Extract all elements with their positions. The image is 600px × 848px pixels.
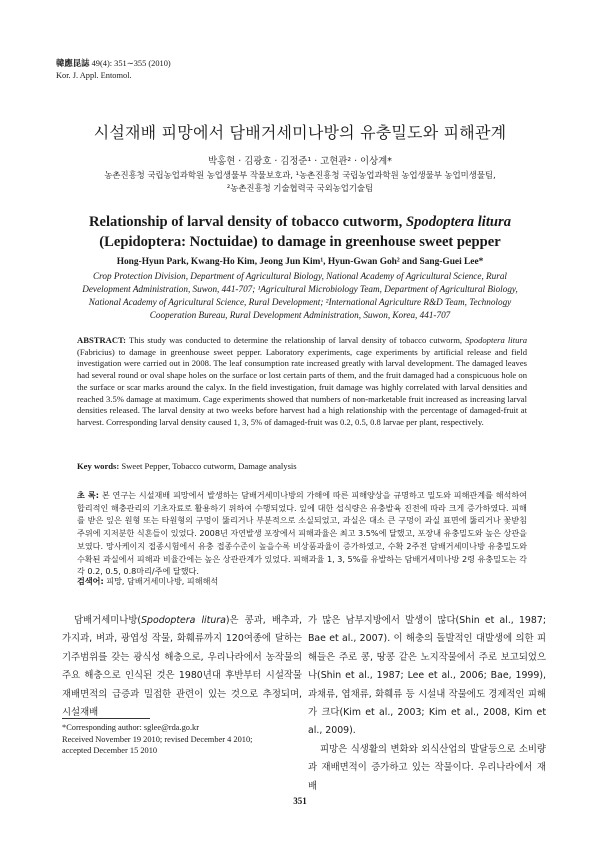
affiliations-english [55, 270, 545, 322]
body-paragraph: 피망은 식생활의 변화와 외식산업의 발달등으로 소비량과 재배면적이 증가하고 있는 작물이다. 우리나라에서 재배 [308, 743, 546, 792]
affiliation-english-line: Crop Protection Division, Department of Agricultural Biology, National Academy of Agricultural Science, Rural [93, 271, 507, 281]
keywords [77, 461, 527, 471]
authors-korean: 박홍현 · 김광호 · 김정준¹ · 고현관² · 이상계* [208, 156, 392, 167]
affiliation-korean-line: 농촌진흥청 국립농업과학원 농업생물부 작물보호과, ¹농촌진흥청 국립농업과학원 농업생물부 농업미생물팀, [104, 170, 496, 180]
keywords-label: Key words: [77, 461, 120, 471]
accepted-date: accepted December 15 2010 [62, 746, 158, 755]
body-column-right [308, 612, 546, 796]
abstract-text-2: (Fabricius) to damage in greenhouse sweet pepper. Laboratory experiments, cage experiments by artificial release and field investigation were carried out in 2008. The leaf consumption rate increased greatly with larval development. The damaged leaves had several round or oval shape holes on the surface or lost certain parts of them, and the fruit damaged had a conspicuous hole on the surface or scar marks around the calyx. In the field investigation, fruit damage was highly correlated with larval densities and reached 3.5% damage at maximum. Cage experiments showed that numbers of non-marketable fruit increased as increasing larval densities released. The larval density at two weeks before harvest had a high relationship with the percentage of damaged-fruit at harvest. Corresponding larval density caused 1, 3, 5% of damaged-fruit was 0.2, 0.5, 0.8 larvae per plant, respectively. [77, 346, 527, 427]
abstract-label: ABSTRACT: [77, 335, 127, 345]
abstract-text-1: This study was conducted to determine the relationship of larval density of tobacco cutworm, [126, 335, 466, 345]
title-english-species: Spodoptera litura [405, 214, 511, 230]
body-paragraph [62, 612, 302, 722]
keywords-text: Sweet Pepper, Tobacco cutworm, Damage analysis [119, 461, 297, 471]
abstract [77, 335, 527, 429]
summary-korean-label: 초 록: [77, 490, 99, 500]
corresponding-author: *Corresponding author: sglee@rda.go.kr [62, 723, 200, 732]
summary-korean [77, 489, 527, 578]
page-number: 351 [293, 796, 307, 806]
keywords-korean [77, 576, 527, 587]
abstract-species: Spodoptera litura [465, 335, 528, 345]
affiliation-english-line: Development Administration, Suwon, 441-707; ¹Agricultural Microbiology Team, Department of Agricultural Biology, [82, 284, 518, 294]
body-column-left [62, 612, 302, 722]
journal-name-korean: 韓應昆誌 [56, 59, 90, 68]
keywords-korean-text: 피망, 담배거세미나방, 피해해석 [103, 576, 219, 586]
title-english-part1: Relationship of larval density of tobacco cutworm, [88, 214, 406, 230]
footnote-divider [62, 718, 150, 719]
received-revised-dates: Received November 19 2010; revised December 4 2010; [62, 734, 253, 744]
journal-name-english: Kor. J. Appl. Entomol. [56, 71, 132, 80]
affiliation-korean-line: ²농촌진흥청 기술협력국 국외농업기술팀 [226, 183, 374, 193]
body-text: 담배거세미나방( [74, 615, 142, 626]
title-english-part2: (Lepidoptera: Noctuidae) to damage in greenhouse sweet pepper [99, 234, 501, 250]
affiliation-english-line: National Academy of Agricultural Science, Rural Development; ²International Agriculture R&D Team, Technology [88, 297, 512, 307]
journal-citation-line1 [56, 58, 171, 70]
journal-citation [56, 58, 171, 82]
summary-korean-text: 본 연구는 시설재배 피망에서 발생하는 담배거세미나방의 가해에 따른 피해양상을 규명하고 밀도와 피해관계를 해석하여 합리적인 해충관리의 기초자료로 활용하기 위하여 수행되었다. 잎에 대한 섭식량은 유충발육 진전에 따라 크게 증가하였다. 피해를 받은 잎은 원형 또는 타원형의 구멍이 뚫리거나 부분적으로 소실되었고, 과실은 대소 큰 구멍이 과실 표면에 뚫리거나 꽃받침 주위에 지저분한 식흔들이 있었다. 2008년 자연발생 포장에서 피해과율은 최고 3.5%에 달했고, 포장내 유충밀도와 높은 상관을 보였다. 망사케이지 접종시험에서 유충 접종수준이 높을수록 비상품과율이 증가하였고, 수확 2주전 담배거세미나방 유충밀도와 수확된 과실에서 피해과 비율간에는 높은 상관관계가 있었다. 피해과율 1, 3, 5%를 유발하는 담배거세미나방 2령 유충밀도는 각각 0.2, 0.5, 0.8마리/주에 달했다. [77, 490, 527, 577]
journal-volume-pages: 49(4): 351∼355 (2010) [89, 59, 171, 68]
affiliations-korean [60, 169, 540, 195]
body-species: Spodoptera litura [141, 615, 226, 626]
keywords-korean-label: 검색어: [77, 576, 104, 586]
affiliation-english-line: Cooperation Bureau, Rural Development Administration, Suwon, Korea, 441-707 [149, 310, 451, 320]
paper-title-english [50, 212, 550, 252]
body-paragraph: 가 많은 남부지방에서 발생이 많다(Shin et al., 1987; Bae et al., 2007). 이 해충의 돌발적인 대발생에 의한 피해들은 주로 콩, 땅콩 같은 노지작물에서 주로 보고되었으나(Shin et al., 1987; Lee et al., 2006; Bae, 1999), 과채류, 엽채류, 화훼류 등 시설내 작물에도 경제적인 피해가 크다(Kim et al., 2003; Kim et al., 2008, Kim et al., 2009). [308, 615, 546, 737]
paper-title-korean: 시설재배 피망에서 담배거세미나방의 유충밀도와 피해관계 [93, 123, 507, 142]
authors-english: Hong-Hyun Park, Kwang-Ho Kim, Jeong Jun Kim¹, Hyun-Gwan Goh² and Sang-Guei Lee* [116, 257, 484, 267]
footnote [62, 722, 312, 757]
body-text: )은 콩과, 배추과, 가지과, 벼과, 광엽성 작물, 화훼류까지 120여종에 달하는 기주범위를 갖는 광식성 해충으로, 우리나라에서 농작물의 주요 해충으로 인식된 것은 1980년대 후반부터 시설작물 재배면적의 급증과 밀접한 관련이 있는 것으로 추정되며, 시설재배 [62, 615, 302, 719]
